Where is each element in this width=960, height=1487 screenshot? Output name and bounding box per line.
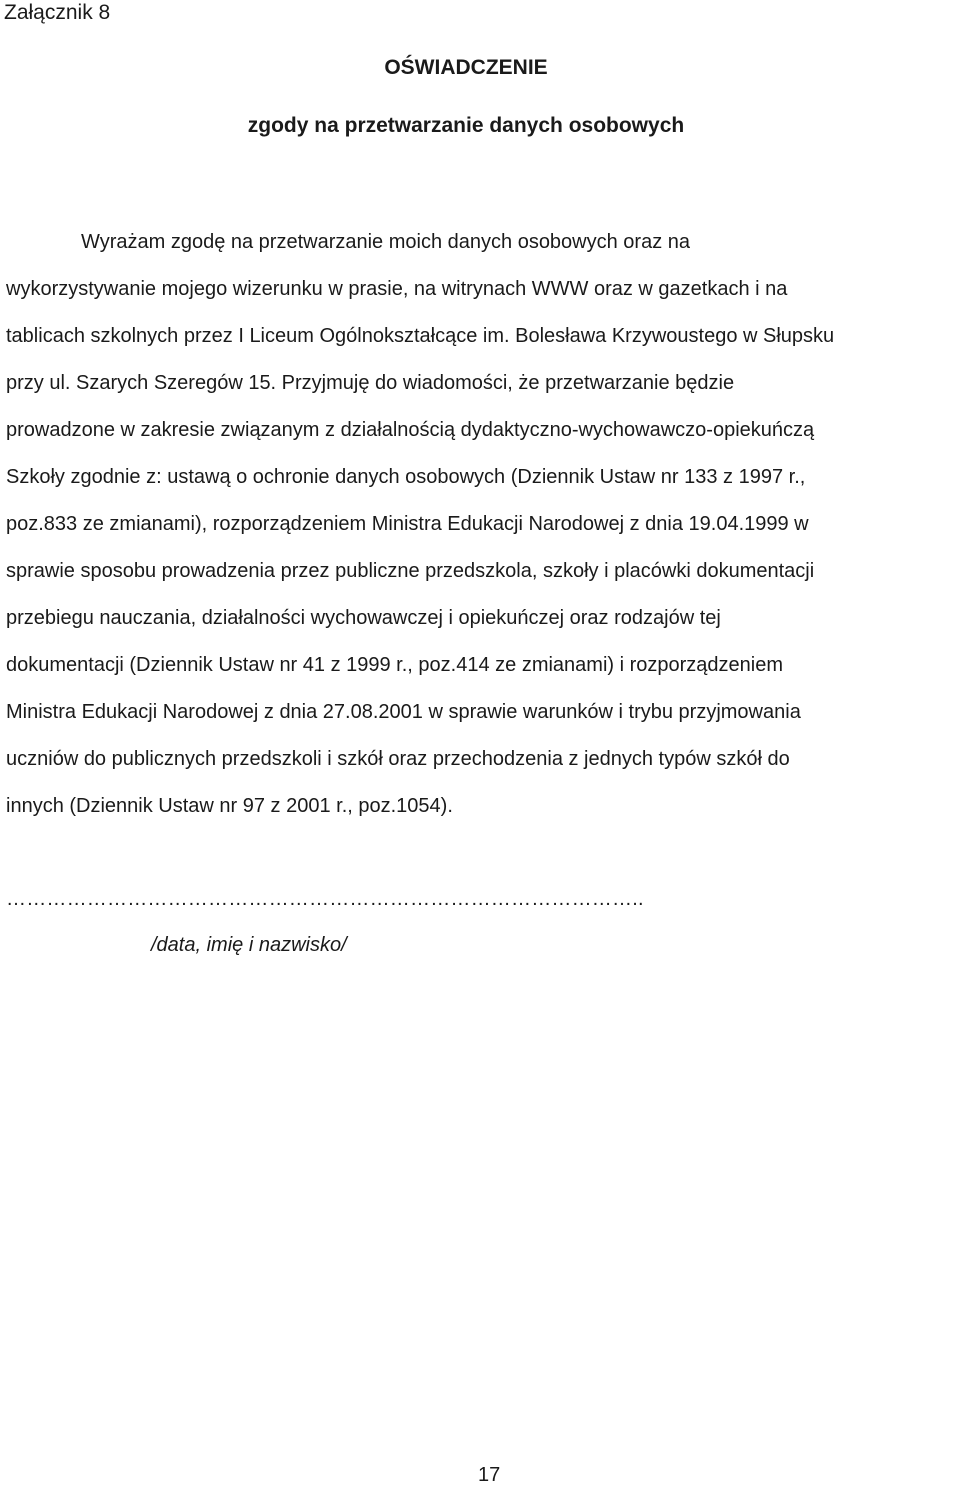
signature-line: ………………………………………………………………………………….. xyxy=(6,888,644,910)
body-line: przebiegu nauczania, działalności wychowawczej i opiekuńczej oraz rodzajów tej xyxy=(6,607,721,629)
body-line: innych (Dziennik Ustaw nr 97 z 2001 r., poz.1054). xyxy=(6,795,453,817)
body-line: tablicach szkolnych przez I Liceum Ogólnokształcące im. Bolesława Krzywoustego w Słupsku xyxy=(6,325,835,347)
body-line: poz.833 ze zmianami), rozporządzeniem Ministra Edukacji Narodowej z dnia 19.04.1999 w xyxy=(6,513,809,535)
signature-label: /data, imię i nazwisko/ xyxy=(151,934,347,956)
page-number: 17 xyxy=(478,1464,501,1486)
body-line: Szkoły zgodnie z: ustawą o ochronie danych osobowych (Dziennik Ustaw nr 133 z 1997 r., xyxy=(6,466,806,488)
document-subtitle: zgody na przetwarzanie danych osobowych xyxy=(247,114,685,137)
body-line: przy ul. Szarych Szeregów 15. Przyjmuję do wiadomości, że przetwarzanie będzie xyxy=(6,372,735,394)
body-line: Ministra Edukacji Narodowej z dnia 27.08.2001 w sprawie warunków i trybu przyjmowania xyxy=(6,701,801,723)
body-line: uczniów do publicznych przedszkoli i szkół oraz przechodzenia z jednych typów szkół do xyxy=(6,748,790,770)
annex-label: Załącznik 8 xyxy=(4,1,111,24)
body-line: sprawie sposobu prowadzenia przez publiczne przedszkola, szkoły i placówki dokumentacji xyxy=(6,560,815,582)
declaration-body xyxy=(6,219,956,830)
body-line: wykorzystywanie mojego wizerunku w prasie, na witrynach WWW oraz w gazetkach i na xyxy=(6,278,788,300)
body-line: Wyrażam zgodę na przetwarzanie moich danych osobowych oraz na xyxy=(81,231,691,253)
body-line: dokumentacji (Dziennik Ustaw nr 41 z 1999 r., poz.414 ze zmianami) i rozporządzeniem xyxy=(6,654,784,676)
body-line: prowadzone w zakresie związanym z działalnością dydaktyczno-wychowawczo-opiekuńczą xyxy=(6,419,815,441)
document-title: OŚWIADCZENIE xyxy=(384,56,548,79)
